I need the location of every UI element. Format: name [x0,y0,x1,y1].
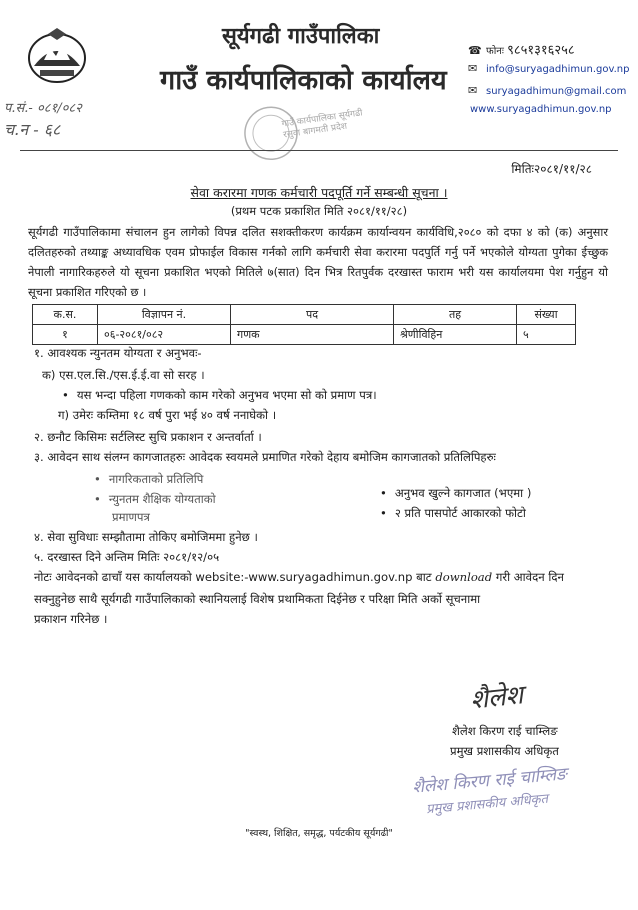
document-item [380,486,531,501]
table-cell: गणक [231,325,394,345]
document-item-text: २ प्रति पासपोर्ट आकारको फोटो [394,506,526,520]
email-secondary[interactable]: suryagadhimun@gmail.com [486,86,627,97]
table-header-row [33,305,576,325]
document-item-text: अनुभव खुल्ने कागजात (भएमा ) [394,486,532,500]
note-text-a: नोटः आवेदनको ढाचाँ यस कार्यालयको website:-www.suryagadhimun.gov.np बाट [34,570,436,584]
table-header: पद [231,305,394,325]
note-line-2: सक्नुहुनेछ साथै सूर्यगढी गाउँपालिकाको स्थानियलाई विशेष प्रथामिकता दिईनेछ र परिक्षा मिति अर्को सूचनामा [34,592,481,606]
envelope-icon: ✉ [468,84,478,97]
document-item-text: न्युनतम शैक्षिक योग्यताको [108,492,216,506]
footer-slogan: "स्वस्थ, शिक्षित, समृद्ध, पर्यटकीय सूर्यगढी" [245,828,393,839]
section-selection: २. छनौट किसिमः सर्टलिस्ट सुचि प्रकाशन र अन्तर्वार्ता । [34,430,262,444]
document-item-continued: प्रमाणपत्र [112,510,150,524]
document-item [94,492,216,507]
fiscal-ref: प.सं.- ०८१/०८२ [4,101,82,116]
table-row [33,325,576,345]
signatory-name: शैलेश किरण राई चाम्लिङ [452,724,558,738]
table-cell: श्रेणीविहिन [394,325,517,345]
note-download-word: download [435,570,493,584]
section-qualification-title: १. आवश्यक न्युनतम योग्यता र अनुभवः- [34,346,202,360]
document-item [380,506,526,521]
name-stamp: शैलेश किरण राई चाम्लिङ [411,764,568,798]
office-name: गाउँ कार्यपालिकाको कार्यालय [160,65,447,96]
signatory-designation: प्रमुख प्रशासकीय अधिकृत [450,744,559,758]
table-cell: ५ [517,325,576,345]
section-deadline: ५. दरखास्त दिने अन्तिम मितिः २०८१/१२/०५ [34,550,220,564]
email-primary[interactable]: info@suryagadhimun.gov.np [486,64,630,75]
office-stamp [244,94,375,182]
table-header: तह [394,305,517,325]
note-line-1 [34,570,564,585]
table-header: क.स. [33,305,98,325]
email-contact-primary [468,62,629,75]
note-line-3: प्रकाशन गरिनेछ । [34,612,108,626]
notice-body: सूर्यगढी गाउँपालिकामा संचालन हुन लागेको विपन्न दलित सशक्तीकरण कार्यक्रम कार्यान्वयन कार्यविधि,२०८० को दफा ४ को (क) अनुसार दलितहरुको तथ्याङ्क अध्यावधिक एवम प्रोफाईल विकास गर्नको लागि कर्मचारी सेवा करारमा पदपुर्ति गर्नु पर्ने भएकोले योग्यता पुगेका ईच्छुक नेपाली नागारिकहरुले यो सूचना प्रकाशित भएको मितिले ७(सात) दिन भित्र रितपुर्वक दरखास्त फाराम भरी यस कार्यालयमा पेश गर्नुहुन यो सूचना प्रकाशित गरिएको छ । [28,225,608,299]
envelope-icon: ✉ [468,62,478,75]
note-text-c: गरी आवेदन दिन [492,570,564,584]
header-divider [20,150,618,151]
table-header: विज्ञापन नं. [98,305,231,325]
qualification-experience [62,388,377,403]
notice-subtitle: (प्रथम पटक प्रकाशित मिति २०८१/११/२८) [230,204,408,218]
stamp-text: गाउँ कार्यपालिका सूर्यगढी रसुवा बागमती प्रदेश [281,108,364,141]
document-item-text: नागरिकताको प्रतिलिपि [108,472,204,486]
vacancy-table [32,304,576,345]
handwritten-signature: शैलेश [468,680,525,716]
organization-name: सूर्यगढी गाउँपालिका [222,24,380,49]
notice-title: सेवा करारमा गणक कर्मचारी पदपूर्ति गर्ने सम्बन्धी सूचना । [190,185,448,200]
table-header: संख्या [517,305,576,325]
section-benefits: ४. सेवा सुविधाः सम्झौतामा तोकिए बमोजिममा हुनेछ । [34,530,258,544]
website-link[interactable]: www.suryagadhimun.gov.np [470,104,612,115]
document-item [94,472,203,487]
qualification-age: ग) उमेरः कम्तिमा १८ वर्ष पुरा भई ४० वर्ष ननाघेको । [58,408,277,422]
notice-date: मितिः२०८१/११/२८ [511,162,592,176]
dispatch-number: च.न - ६८ [4,120,61,139]
section-documents: ३. आवेदन साथ संलग्न कागजातहरुः आवेदक स्वयमले प्रमाणित गरेको देहाय बमोजिम कागजातको प्रतिलिपिहरुः [34,450,496,464]
website-contact [470,104,612,115]
email-contact-secondary [468,84,626,97]
qualification-education: क) एस.एल.सि./एस.ई.ई.वा सो सरह । [42,368,205,382]
phone-label: फोनः [486,46,504,57]
phone-icon: ☎ [468,44,482,57]
qualification-experience-text: यस भन्दा पहिला गणकको काम गरेको अनुभव भएमा सो को प्रमाण पत्र। [76,388,377,402]
table-cell: ०६-२०८१/०८२ [98,325,231,345]
municipality-emblem-icon [26,26,88,86]
phone-contact [468,40,575,58]
table-cell: १ [33,325,98,345]
phone-number: ९८५१३१६२५८ [507,43,575,58]
designation-stamp: प्रमुख प्रशासकीय अधिकृत [425,791,549,818]
